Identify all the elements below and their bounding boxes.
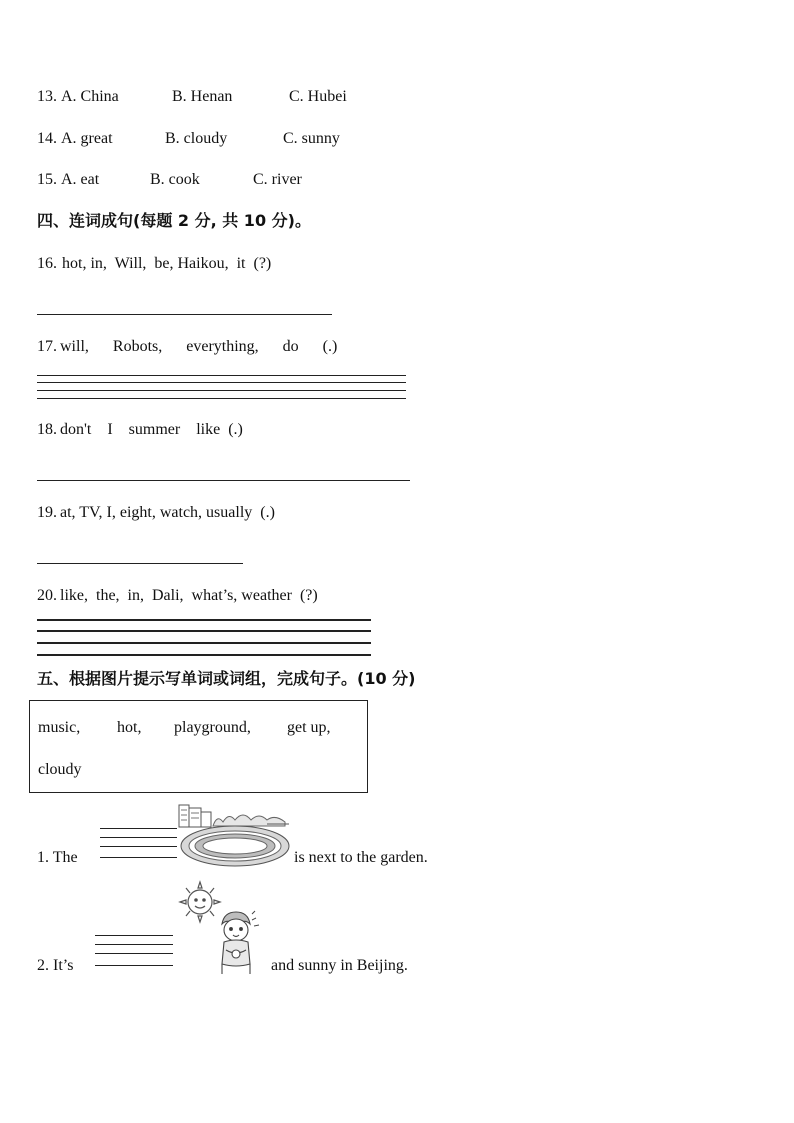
writing-line: [37, 375, 406, 376]
writing-line: [37, 382, 406, 383]
writing-line: [95, 953, 173, 954]
option-c: C. river: [253, 171, 302, 188]
sentence-end: is next to the garden.: [294, 849, 428, 866]
item-number: 18.: [37, 421, 57, 438]
sentence-start: 1. The: [37, 849, 78, 866]
writing-line: [100, 828, 177, 829]
sun-icon: [176, 880, 266, 976]
answer-line[interactable]: [37, 314, 332, 315]
answer-line[interactable]: [37, 398, 406, 399]
item-number: 19.: [37, 504, 57, 521]
writing-line: [37, 630, 371, 632]
sentence-end: and sunny in Beijing.: [271, 957, 408, 974]
option-b: B. Henan: [172, 88, 233, 105]
scrambled-words: don't I summer like (.): [60, 421, 243, 438]
answer-line[interactable]: [37, 563, 243, 564]
item-number: 16.: [37, 255, 57, 272]
option-b: B. cook: [150, 171, 200, 188]
scrambled-words: like, the, in, Dali, what’s, weather (?): [60, 587, 318, 604]
word-bank-item: hot,: [117, 719, 142, 736]
word-bank-item: playground,: [174, 719, 251, 736]
writing-line: [100, 846, 177, 847]
item-number: 15.: [37, 171, 57, 188]
item-number: 17.: [37, 338, 57, 355]
answer-line[interactable]: [95, 965, 173, 966]
scrambled-words: at, TV, I, eight, watch, usually (.): [60, 504, 275, 521]
sentence-start: 2. It’s: [37, 957, 74, 974]
option-b: B. cloudy: [165, 130, 228, 147]
option-c: C. sunny: [283, 130, 340, 147]
section-4-title: 四、连词成句(每题 2 分, 共 10 分)。: [37, 211, 311, 230]
word-bank-item: music,: [38, 719, 81, 736]
writing-line: [37, 390, 406, 391]
option-a: A. China: [61, 88, 119, 105]
answer-line[interactable]: [100, 857, 177, 858]
answer-line[interactable]: [37, 480, 410, 481]
playground-icon: [177, 802, 289, 868]
item-number: 20.: [37, 587, 57, 604]
option-a: A. great: [61, 130, 113, 147]
item-number: 13.: [37, 88, 57, 105]
writing-line: [37, 619, 371, 621]
scrambled-words: hot, in, Will, be, Haikou, it (?): [62, 255, 272, 272]
option-a: A. eat: [61, 171, 100, 188]
answer-line[interactable]: [37, 654, 371, 656]
writing-line: [95, 944, 173, 945]
word-bank: [29, 700, 368, 793]
item-number: 14.: [37, 130, 57, 147]
writing-line: [37, 642, 371, 644]
word-bank-item: cloudy: [38, 761, 82, 778]
section-5-title: 五、根据图片提示写单词或词组，完成句子。(10 分): [37, 669, 416, 688]
word-bank-item: get up,: [287, 719, 331, 736]
writing-line: [100, 837, 177, 838]
scrambled-words: will, Robots, everything, do (.): [60, 338, 338, 355]
writing-line: [95, 935, 173, 936]
option-c: C. Hubei: [289, 88, 347, 105]
